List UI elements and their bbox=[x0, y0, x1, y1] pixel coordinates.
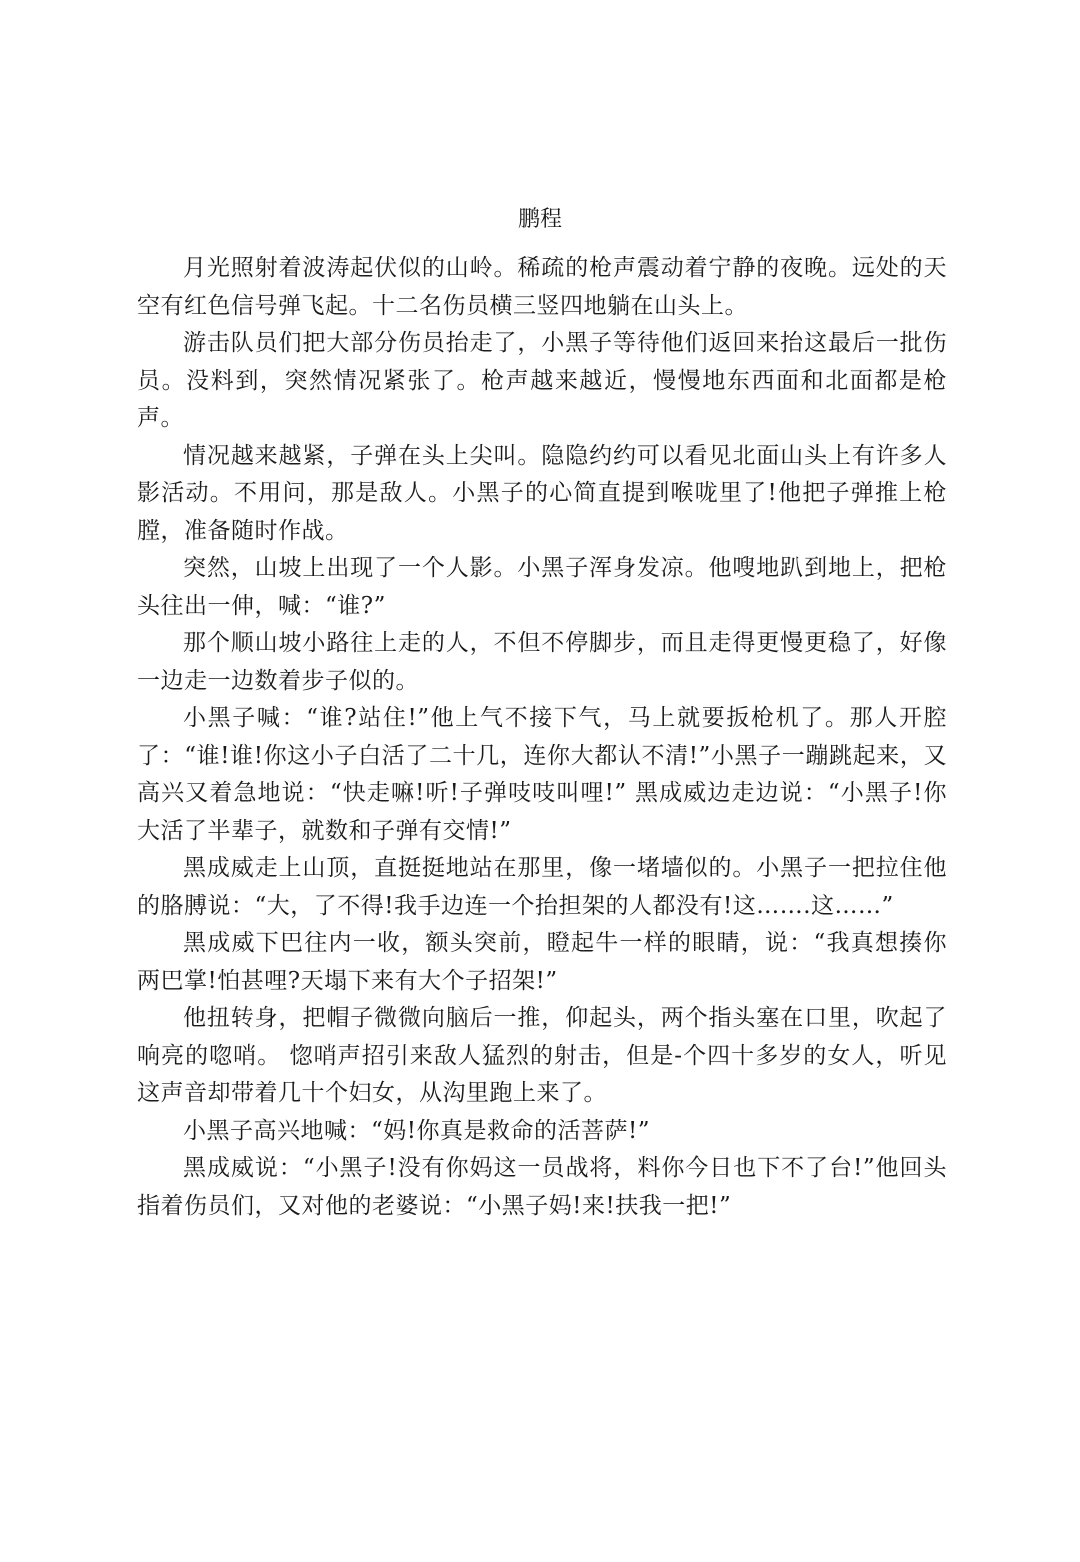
document-title: 鹏程 bbox=[517, 207, 562, 232]
paragraph: 小黑子高兴地喊：“妈!你真是救命的活菩萨!” bbox=[183, 1117, 651, 1144]
paragraph: 游击队员们把大部分伤员抬走了，小黑子等待他们返回来抬这最后一批伤员。没料到，突然情况紧张了。枪声越来越近，慢慢地东西面和北面都是枪声。 bbox=[137, 330, 947, 431]
paragraph: 他扭转身，把帽子微微向脑后一推，仰起头，两个指头塞在口里，吹起了响亮的唿哨。 惚哨声招引来敌人猛烈的射击，但是-个四十多岁的女人，听见这声音却带着几十个妇女，从沟里跑上来了。 bbox=[137, 1005, 947, 1106]
paragraph: 黑成威下巴往内一收，额头突前，瞪起牛一样的眼睛，说：“我真想揍你两巴掌!怕甚哩?天塌下来有大个子招架!” bbox=[137, 930, 947, 994]
paragraph: 突然，山坡上出现了一个人影。小黑子浑身发凉。他嗖地趴到地上，把枪头往出一伸，喊：“谁?” bbox=[137, 555, 947, 619]
paragraph: 情况越来越紧，子弹在头上尖叫。隐隐约约可以看见北面山头上有许多人影活动。不用问，那是敌人。小黑子的心简直提到喉咙里了!他把子弹推上枪膛，准备随时作战。 bbox=[137, 442, 947, 544]
paragraph: 那个顺山坡小路往上走的人，不但不停脚步，而且走得更慢更稳了，好像一边走一边数着步子似的。 bbox=[137, 630, 947, 694]
paragraph: 黑成威说：“小黑子!没有你妈这一员战将，料你今日也下不了台!”他回头指着伤员们，又对他的老婆说：“小黑子妈!来!扶我一把!” bbox=[137, 1155, 947, 1219]
paragraph: 小黑子喊：“谁?站住!”他上气不接下气，马上就要扳枪机了。那人开腔了：“谁!谁!你这小子白活了二十几，连你大都认不清!”小黑子一蹦跳起来，又高兴又着急地说：“快走嘛!听!子弹吱吱叫哩!” 黑成威边走边说：“小黑子!你大活了半辈子，就数和子弹有交情!” bbox=[137, 705, 947, 844]
document-body bbox=[137, 250, 947, 1225]
paragraph: 黑成威走上山顶，直挺挺地站在那里，像一堵墙似的。小黑子一把拉住他的胳膊说：“大，了不得!我手边连一个抬担架的人都没有!这…….这……” bbox=[137, 855, 947, 919]
paragraph: 月光照射着波涛起伏似的山岭。稀疏的枪声震动着宁静的夜晚。远处的天空有红色信号弹飞起。十二名伤员横三竖四地躺在山头上。 bbox=[137, 255, 947, 319]
